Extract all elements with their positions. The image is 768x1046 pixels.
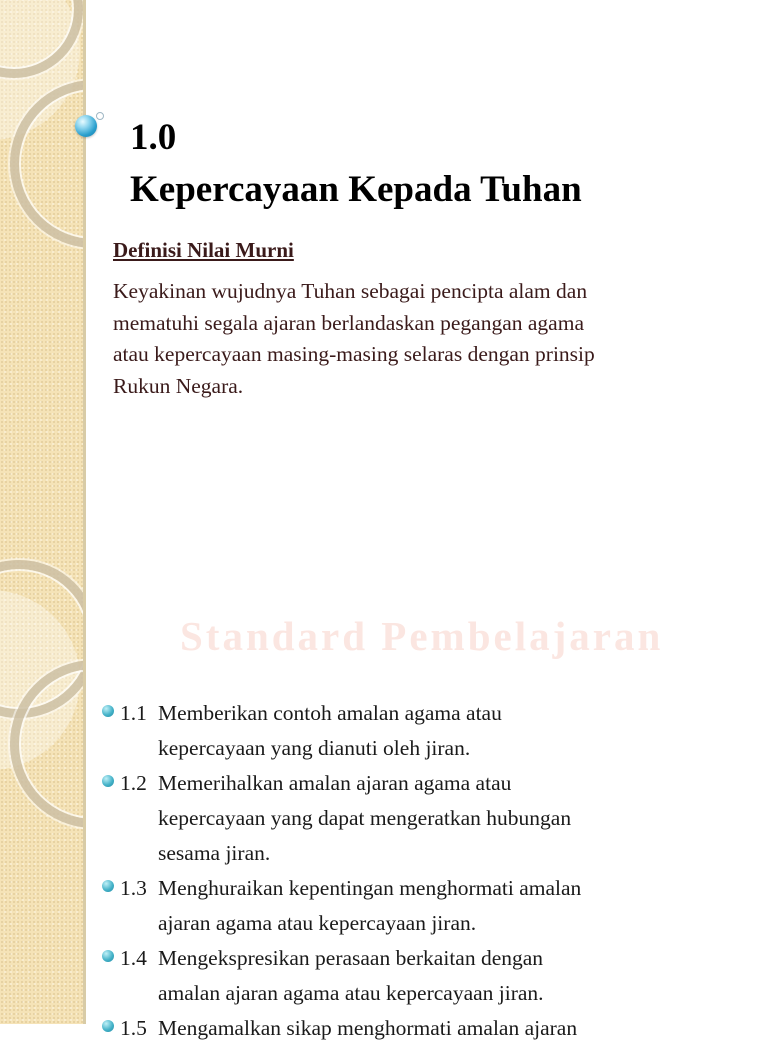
bullet-orb-icon — [102, 880, 114, 892]
standard-code: 1.3 — [120, 876, 147, 900]
standard-text: kepercayaan yang dapat mengeratkan hubungan — [158, 806, 572, 830]
standard-item — [100, 1011, 720, 1046]
slide-title — [130, 112, 582, 216]
definition-line: mematuhi segala ajaran berlandaskan pegangan agama — [113, 310, 584, 335]
standard-text: ajaran agama atau kepercayaan jiran. — [158, 911, 477, 935]
standard-text: Memberikan contoh amalan agama atau — [158, 701, 502, 725]
bullet-orb-icon — [102, 705, 114, 717]
standards-list — [100, 696, 720, 1046]
title-orb-icon — [75, 115, 97, 137]
standard-item — [100, 941, 720, 1011]
title-number: 1.0 — [130, 117, 177, 158]
standard-text: kepercayaan yang dianuti oleh jiran. — [158, 736, 471, 760]
standard-item — [100, 766, 720, 871]
bullet-orb-icon — [102, 775, 114, 787]
bullet-orb-icon — [102, 1020, 114, 1032]
bullet-orb-icon — [102, 950, 114, 962]
small-orb-icon — [96, 112, 104, 120]
standard-text: Mengamalkan sikap menghormati amalan ajaran — [158, 1016, 578, 1040]
definition-heading: Definisi Nilai Murni — [113, 238, 294, 262]
standard-code: 1.1 — [120, 701, 147, 725]
section-watermark-title: Standard Pembelajaran — [180, 613, 664, 659]
standard-text: sesama jiran. — [158, 841, 271, 865]
definition-line: Rukun Negara. — [113, 373, 244, 398]
standard-item — [100, 696, 720, 766]
standard-code: 1.2 — [120, 771, 147, 795]
standard-code: 1.5 — [120, 1016, 147, 1040]
definition-line: Keyakinan wujudnya Tuhan sebagai pencipta alam dan — [113, 279, 588, 303]
decorative-side-band — [0, 0, 83, 1024]
standard-text: amalan ajaran agama atau kepercayaan jiran. — [158, 981, 544, 1005]
standard-text: Mengekspresikan perasaan berkaitan dengan — [158, 946, 544, 970]
definition-line: atau kepercayaan masing-masing selaras dengan prinsip — [113, 342, 595, 366]
standard-text: Menghuraikan kepentingan menghormati amalan — [158, 876, 582, 900]
standard-item — [100, 871, 720, 941]
side-band-divider — [83, 0, 86, 1024]
standard-code: 1.4 — [120, 946, 147, 970]
definition-body — [113, 276, 713, 402]
title-heading: Kepercayaan Kepada Tuhan — [130, 169, 582, 210]
standard-text: Memerihalkan amalan ajaran agama atau — [158, 771, 512, 795]
